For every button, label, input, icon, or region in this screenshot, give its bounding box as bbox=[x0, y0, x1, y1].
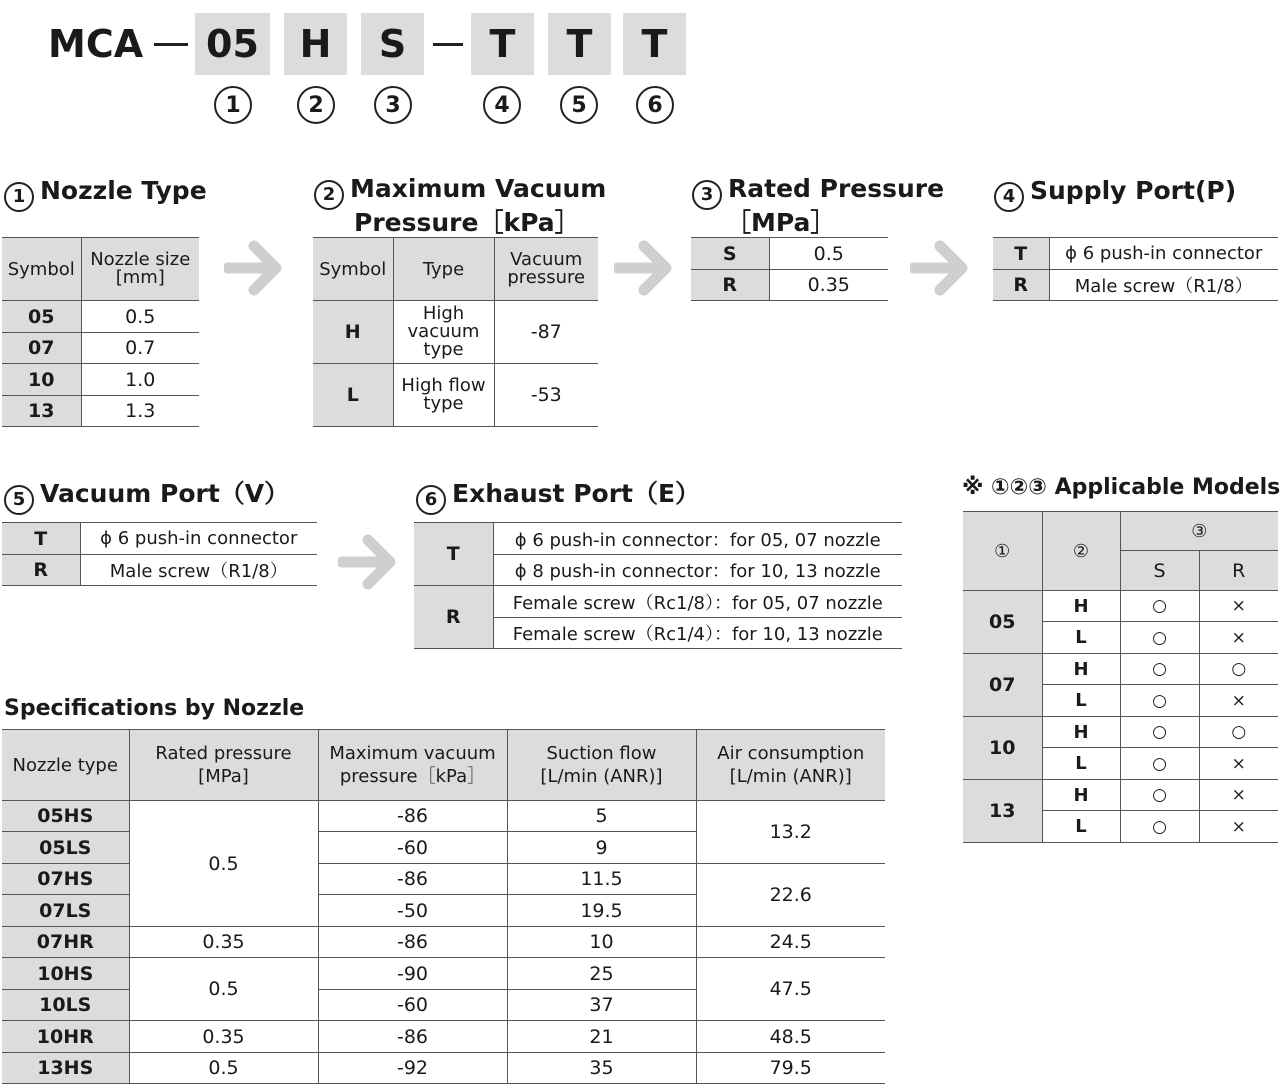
code-segment-2: H bbox=[284, 13, 347, 75]
header-suction-flow: Suction flow [L/min (ANR)] bbox=[507, 730, 696, 801]
marker-1: 1 bbox=[214, 86, 252, 124]
value-cell: 1.0 bbox=[81, 364, 199, 396]
r-mark: × bbox=[1199, 685, 1278, 717]
value-cell: -53 bbox=[494, 364, 598, 427]
specs-heading: Specifications by Nozzle bbox=[4, 696, 305, 721]
value-cell: 0.5 bbox=[81, 301, 199, 333]
vacuum-cell: -92 bbox=[318, 1053, 507, 1084]
rated-pressure-table bbox=[691, 237, 888, 301]
type-cell: L bbox=[1042, 685, 1120, 717]
symbol-cell: L bbox=[313, 364, 393, 427]
marker-2: 2 bbox=[297, 86, 335, 124]
air-cell: 79.5 bbox=[696, 1053, 885, 1084]
s-mark: ○ bbox=[1120, 717, 1199, 748]
value-cell: 0.5 bbox=[769, 238, 888, 270]
air-cell: 24.5 bbox=[696, 927, 885, 958]
header-nozzle-size: Nozzle size [mm] bbox=[81, 238, 199, 301]
section-number-4: 4 bbox=[994, 182, 1024, 212]
flow-cell: 10 bbox=[507, 927, 696, 958]
header-air-consumption: Air consumption [L/min (ANR)] bbox=[696, 730, 885, 801]
vacuum-port-heading: 5 Vacuum Port（V） bbox=[4, 481, 289, 515]
symbol-cell: 05 bbox=[2, 301, 81, 333]
nozzle-type-cell: 13HS bbox=[2, 1053, 129, 1084]
nozzle-cell: 10 bbox=[963, 717, 1042, 780]
value-cell: Male screw（R1/8） bbox=[1049, 270, 1278, 301]
arrow-right-icon bbox=[338, 532, 400, 592]
value-cell: Female screw（Rc1/4）：for 10, 13 nozzle bbox=[493, 618, 902, 649]
nozzle-cell: 07 bbox=[963, 654, 1042, 717]
nozzle-type-cell: 10LS bbox=[2, 990, 129, 1021]
flow-cell: 21 bbox=[507, 1021, 696, 1053]
symbol-cell: 13 bbox=[2, 396, 81, 427]
code-dash-2 bbox=[433, 43, 463, 46]
flow-cell: 11.5 bbox=[507, 864, 696, 895]
nozzle-type-cell: 05LS bbox=[2, 832, 129, 864]
vacuum-port-table bbox=[2, 522, 317, 586]
type-cell: H bbox=[1042, 780, 1120, 811]
code-segment-6: T bbox=[623, 13, 686, 75]
code-segment-5: T bbox=[548, 13, 611, 75]
section-number-3: 3 bbox=[692, 180, 722, 210]
symbol-cell: 07 bbox=[2, 333, 81, 364]
value-cell: ϕ 6 push-in connector bbox=[80, 523, 317, 555]
arrow-right-icon bbox=[910, 238, 972, 298]
air-cell: 13.2 bbox=[696, 801, 885, 864]
marker-5: 5 bbox=[560, 86, 598, 124]
section-number-6: 6 bbox=[416, 485, 446, 515]
rated-pressure-heading: 3 Rated Pressure ［MPa］ bbox=[692, 176, 944, 236]
header-col-3: ③ bbox=[1120, 512, 1278, 551]
header-type: Type bbox=[393, 238, 494, 301]
exhaust-port-heading: 6 Exhaust Port（E） bbox=[416, 481, 700, 515]
air-cell: 47.5 bbox=[696, 958, 885, 1021]
max-vacuum-heading: 2 Maximum Vacuum Pressure［kPa］ bbox=[314, 176, 606, 236]
s-mark: ○ bbox=[1120, 780, 1199, 811]
flow-cell: 37 bbox=[507, 990, 696, 1021]
value-cell: ϕ 6 push-in connector：for 05, 07 nozzle bbox=[493, 523, 902, 555]
vacuum-cell: -86 bbox=[318, 864, 507, 895]
type-cell: H bbox=[1042, 591, 1120, 622]
s-mark: ○ bbox=[1120, 622, 1199, 654]
vacuum-cell: -90 bbox=[318, 958, 507, 990]
arrow-right-icon bbox=[224, 238, 286, 298]
r-mark: × bbox=[1199, 811, 1278, 843]
section-number-2: 2 bbox=[314, 180, 344, 210]
symbol-cell: R bbox=[2, 555, 80, 586]
code-segment-1: 05 bbox=[195, 13, 270, 75]
value-cell: Male screw（R1/8） bbox=[80, 555, 317, 586]
exhaust-port-table bbox=[414, 522, 902, 649]
section-number-1: 1 bbox=[4, 182, 34, 212]
s-mark: ○ bbox=[1120, 685, 1199, 717]
vacuum-cell: -86 bbox=[318, 1021, 507, 1053]
type-cell: High vacuum type bbox=[393, 301, 494, 364]
s-mark: ○ bbox=[1120, 654, 1199, 685]
type-cell: L bbox=[1042, 748, 1120, 780]
vacuum-cell: -86 bbox=[318, 801, 507, 832]
header-col-1: ① bbox=[963, 512, 1042, 591]
nozzle-type-cell: 05HS bbox=[2, 801, 129, 832]
symbol-cell: 10 bbox=[2, 364, 81, 396]
nozzle-type-table bbox=[2, 237, 199, 427]
flow-cell: 9 bbox=[507, 832, 696, 864]
vacuum-cell: -60 bbox=[318, 832, 507, 864]
marker-6: 6 bbox=[636, 86, 674, 124]
nozzle-type-cell: 10HR bbox=[2, 1021, 129, 1053]
type-cell: L bbox=[1042, 622, 1120, 654]
supply-port-heading: 4 Supply Port(P) bbox=[994, 178, 1236, 212]
symbol-cell: R bbox=[691, 270, 769, 301]
header-vacuum-pressure: Vacuum pressure bbox=[494, 238, 598, 301]
header-rated-pressure: Rated pressure [MPa] bbox=[129, 730, 318, 801]
vacuum-cell: -50 bbox=[318, 895, 507, 927]
value-cell: ϕ 8 push-in connector：for 10, 13 nozzle bbox=[493, 555, 902, 586]
symbol-cell: R bbox=[414, 586, 493, 649]
value-cell: ϕ 6 push-in connector bbox=[1049, 238, 1278, 270]
value-cell: 1.3 bbox=[81, 396, 199, 427]
value-cell: -87 bbox=[494, 301, 598, 364]
code-segment-3: S bbox=[361, 13, 424, 75]
header-symbol: Symbol bbox=[2, 238, 81, 301]
type-cell: L bbox=[1042, 811, 1120, 843]
section-number-5: 5 bbox=[4, 485, 34, 515]
value-cell: 0.35 bbox=[769, 270, 888, 301]
r-mark: ○ bbox=[1199, 654, 1278, 685]
nozzle-type-heading: 1 Nozzle Type bbox=[4, 178, 207, 212]
value-cell: Female screw（Rc1/8）：for 05, 07 nozzle bbox=[493, 586, 902, 618]
vacuum-cell: -60 bbox=[318, 990, 507, 1021]
header-col-2: ② bbox=[1042, 512, 1120, 591]
symbol-cell: S bbox=[691, 238, 769, 270]
code-dash-1 bbox=[154, 43, 188, 46]
code-segment-4: T bbox=[471, 13, 534, 75]
header-nozzle-type: Nozzle type bbox=[2, 730, 129, 801]
model-prefix: MCA bbox=[48, 22, 144, 66]
r-mark: × bbox=[1199, 748, 1278, 780]
vacuum-cell: -86 bbox=[318, 927, 507, 958]
s-mark: ○ bbox=[1120, 591, 1199, 622]
applicable-models-table bbox=[963, 511, 1278, 843]
symbol-cell: T bbox=[414, 523, 493, 586]
marker-4: 4 bbox=[483, 86, 521, 124]
specs-table bbox=[2, 729, 885, 1084]
s-mark: ○ bbox=[1120, 811, 1199, 843]
air-cell: 22.6 bbox=[696, 864, 885, 927]
r-mark: × bbox=[1199, 780, 1278, 811]
applicable-models-heading: ※ ①②③ Applicable Models bbox=[962, 475, 1281, 500]
rated-pressure-cell: 0.35 bbox=[129, 1021, 318, 1053]
rated-pressure-cell: 0.35 bbox=[129, 927, 318, 958]
value-cell: 0.7 bbox=[81, 333, 199, 364]
nozzle-type-cell: 10HS bbox=[2, 958, 129, 990]
symbol-cell: H bbox=[313, 301, 393, 364]
nozzle-cell: 13 bbox=[963, 780, 1042, 843]
flow-cell: 19.5 bbox=[507, 895, 696, 927]
s-mark: ○ bbox=[1120, 748, 1199, 780]
symbol-cell: T bbox=[2, 523, 80, 555]
flow-cell: 25 bbox=[507, 958, 696, 990]
rated-pressure-cell: 0.5 bbox=[129, 1053, 318, 1084]
nozzle-cell: 05 bbox=[963, 591, 1042, 654]
nozzle-type-cell: 07HS bbox=[2, 864, 129, 895]
rated-pressure-cell: 0.5 bbox=[129, 958, 318, 1021]
type-cell: High flow type bbox=[393, 364, 494, 427]
header-r: R bbox=[1199, 551, 1278, 591]
supply-port-table bbox=[993, 237, 1278, 301]
air-cell: 48.5 bbox=[696, 1021, 885, 1053]
marker-3: 3 bbox=[374, 86, 412, 124]
flow-cell: 5 bbox=[507, 801, 696, 832]
r-mark: × bbox=[1199, 622, 1278, 654]
symbol-cell: T bbox=[993, 238, 1049, 270]
type-cell: H bbox=[1042, 654, 1120, 685]
type-cell: H bbox=[1042, 717, 1120, 748]
flow-cell: 35 bbox=[507, 1053, 696, 1084]
header-symbol: Symbol bbox=[313, 238, 393, 301]
nozzle-type-cell: 07HR bbox=[2, 927, 129, 958]
r-mark: × bbox=[1199, 591, 1278, 622]
header-s: S bbox=[1120, 551, 1199, 591]
arrow-right-icon bbox=[614, 238, 676, 298]
header-max-vacuum: Maximum vacuum pressure［kPa］ bbox=[318, 730, 507, 801]
symbol-cell: R bbox=[993, 270, 1049, 301]
rated-pressure-cell: 0.5 bbox=[129, 801, 318, 927]
r-mark: ○ bbox=[1199, 717, 1278, 748]
max-vacuum-table bbox=[313, 237, 598, 427]
nozzle-type-cell: 07LS bbox=[2, 895, 129, 927]
